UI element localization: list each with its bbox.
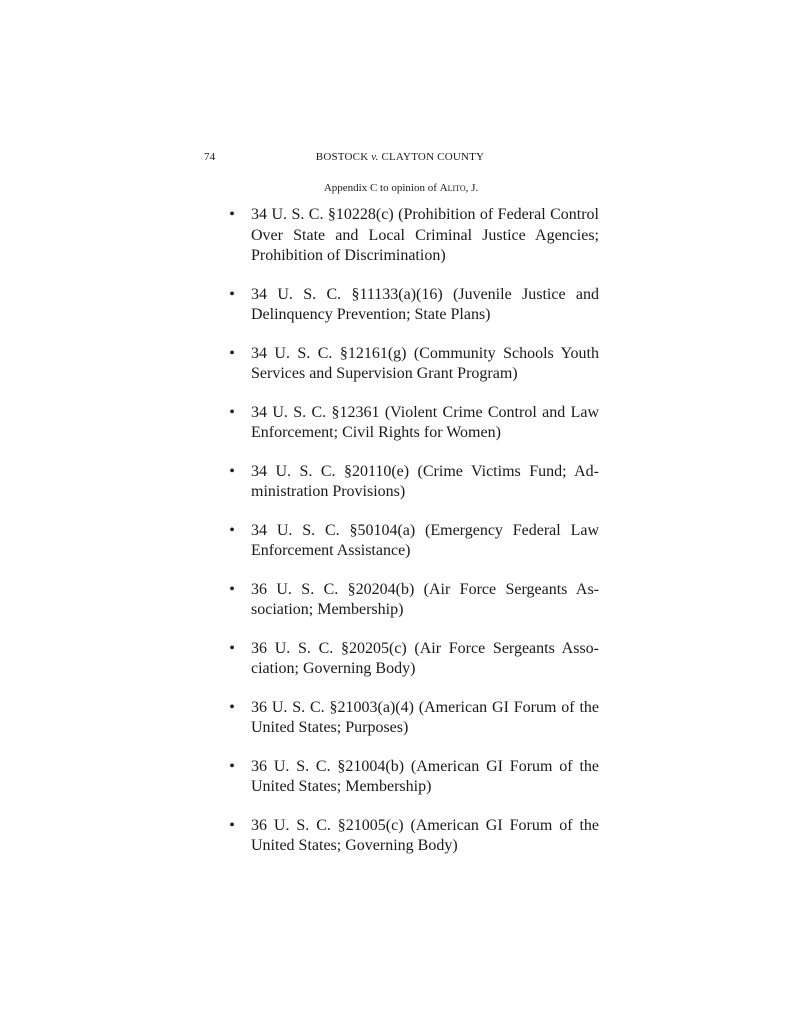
citation-item: [227, 285, 599, 326]
case-name-versus: v.: [371, 151, 379, 163]
citation-text: 34 U. S. C. §12161(g) (Community Schools Youth Services and Supervision Grant Program): [251, 344, 599, 382]
bullet-icon: •: [229, 580, 235, 598]
citation-text: 36 U. S. C. §20205(c) (Air Force Sergeants Association; Governing Body): [251, 639, 599, 677]
appendix-justice: Alito: [439, 182, 466, 194]
citation-text: 36 U. S. C. §20204(b) (Air Force Sergeants Association; Membership): [251, 580, 599, 618]
citation-item: [227, 757, 599, 798]
citation-text: 34 U. S. C. §12361 (Violent Crime Control and Law Enforcement; Civil Rights for Women): [251, 403, 599, 441]
citation-text: 36 U. S. C. §21005(c) (American GI Forum of the United States; Governing Body): [251, 816, 599, 854]
bullet-icon: •: [229, 285, 235, 303]
bullet-icon: •: [229, 206, 235, 223]
citation-item: [227, 580, 599, 621]
bullet-icon: •: [229, 462, 235, 480]
appendix-prefix: Appendix C to opinion of: [323, 182, 440, 194]
citation-item: [227, 816, 599, 857]
bullet-icon: •: [229, 698, 235, 716]
case-name-right: CLAYTON COUNTY: [378, 151, 485, 163]
citation-item: [227, 698, 599, 739]
citation-item: [227, 521, 599, 562]
citation-item: [227, 205, 599, 267]
citation-text: 36 U. S. C. §21003(a)(4) (American GI Forum of the United States; Purposes): [251, 698, 599, 736]
citation-text: 34 U. S. C. §10228(c) (Prohibition of Federal Control Over State and Local Criminal Justice Agencies; Prohibition of Discrimination): [251, 206, 599, 264]
citation-item: [227, 462, 599, 503]
bullet-icon: •: [229, 521, 235, 539]
citation-item: [227, 344, 599, 385]
citation-text: 34 U. S. C. §20110(e) (Crime Victims Fund; Administration Provisions): [251, 462, 599, 500]
citation-text: 34 U. S. C. §50104(a) (Emergency Federal Law Enforcement Assistance): [251, 521, 599, 559]
appendix-suffix: , J.: [465, 182, 479, 194]
running-head: [300, 150, 500, 164]
bullet-icon: •: [229, 757, 235, 775]
case-name-left: BOSTOCK: [315, 151, 372, 163]
citation-text: 34 U. S. C. §11133(a)(16) (Juvenile Justice and Delinquency Prevention; State Plans): [251, 285, 599, 323]
bullet-icon: •: [229, 344, 235, 362]
bullet-icon: •: [229, 403, 235, 421]
citation-text: 36 U. S. C. §21004(b) (American GI Forum of the United States; Membership): [251, 757, 599, 795]
citation-list: [227, 205, 599, 875]
citation-item: [227, 639, 599, 680]
bullet-icon: •: [229, 639, 235, 657]
bullet-icon: •: [229, 816, 235, 834]
page-number: 74: [204, 151, 216, 163]
citation-item: [227, 403, 599, 444]
appendix-caption: [297, 181, 505, 195]
